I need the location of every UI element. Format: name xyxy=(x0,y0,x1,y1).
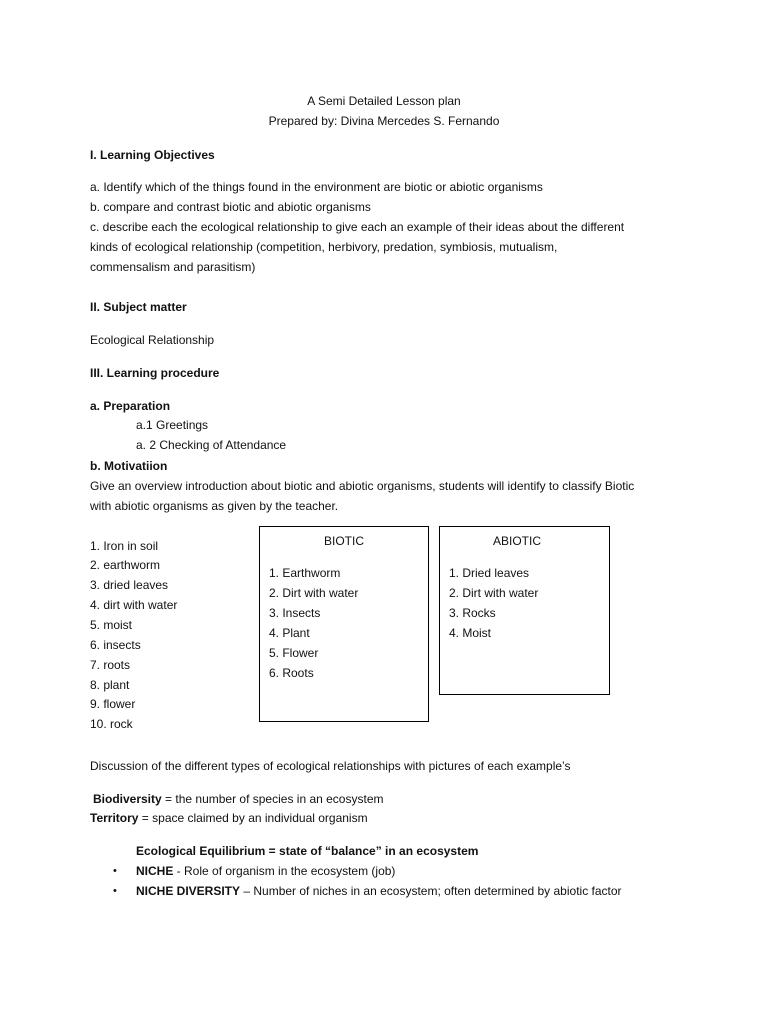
niche-diversity-definition xyxy=(136,883,622,899)
motivation-heading: b. Motivatiion xyxy=(90,459,168,473)
list-item: 10. rock xyxy=(90,717,133,731)
objective-c-line1: c. describe each the ecological relationship to give each an example of their ideas about the different xyxy=(90,220,625,234)
preparation-heading: a. Preparation xyxy=(90,399,171,413)
list-item: 2. earthworm xyxy=(90,558,161,572)
motivation-text-line1: Give an overview introduction about biotic and abiotic organisms, students will identify to classify Biotic xyxy=(90,479,635,493)
biotic-item: 6. Roots xyxy=(269,666,314,680)
ecological-equilibrium: Ecological Equilibrium = state of “balance” in an ecosystem xyxy=(136,844,479,858)
territory-definition xyxy=(90,810,368,826)
discussion-text: Discussion of the different types of ecological relationships with pictures of each example’s xyxy=(90,759,571,773)
niche-diversity-term: NICHE DIVERSITY xyxy=(136,884,241,898)
biodiversity-definition xyxy=(93,791,384,807)
biotic-item: 2. Dirt with water xyxy=(269,586,359,600)
biodiversity-def: = the number of species in an ecosystem xyxy=(161,792,384,806)
objective-c-line2: kinds of ecological relationship (competition, herbivory, predation, symbiosis, mutualism, xyxy=(90,240,558,254)
list-item: 1. Iron in soil xyxy=(90,539,159,553)
biotic-item: 4. Plant xyxy=(269,626,310,640)
biodiversity-term: Biodiversity xyxy=(93,792,162,806)
niche-def: - Role of organism in the ecosystem (job) xyxy=(173,864,396,878)
list-item: 8. plant xyxy=(90,678,130,692)
preparation-item-attendance: a. 2 Checking of Attendance xyxy=(136,438,287,452)
niche-diversity-def: – Number of niches in an ecosystem; often determined by abiotic factor xyxy=(240,884,622,898)
niche-definition xyxy=(136,863,395,879)
abiotic-box-title: ABIOTIC xyxy=(492,534,541,548)
biotic-item: 1. Earthworm xyxy=(269,566,341,580)
procedure-heading: III. Learning procedure xyxy=(90,366,220,380)
abiotic-item: 3. Rocks xyxy=(449,606,496,620)
biotic-item: 5. Flower xyxy=(269,646,319,660)
list-item: 5. moist xyxy=(90,618,133,632)
motivation-text-line2: with abiotic organisms as given by the teacher. xyxy=(90,499,339,513)
objective-b: b. compare and contrast biotic and abiotic organisms xyxy=(90,200,371,214)
biotic-box xyxy=(259,526,429,722)
list-item: 4. dirt with water xyxy=(90,598,178,612)
objective-c-line3: commensalism and parasitism) xyxy=(90,260,256,274)
list-item: 7. roots xyxy=(90,658,131,672)
prepared-by: Prepared by: Divina Mercedes S. Fernando xyxy=(268,114,500,128)
niche-term: NICHE xyxy=(136,864,174,878)
biotic-item: 3. Insects xyxy=(269,606,321,620)
document-title: A Semi Detailed Lesson plan xyxy=(307,94,461,108)
territory-def: = space claimed by an individual organism xyxy=(138,811,368,825)
list-item: 6. insects xyxy=(90,638,141,652)
preparation-item-greetings: a.1 Greetings xyxy=(136,418,209,432)
abiotic-item: 1. Dried leaves xyxy=(449,566,530,580)
objectives-heading: I. Learning Objectives xyxy=(90,148,215,162)
abiotic-box xyxy=(439,526,610,695)
list-item: 9. flower xyxy=(90,697,136,711)
bullet-icon: • xyxy=(113,865,117,877)
bullet-icon: • xyxy=(113,885,117,897)
territory-term: Territory xyxy=(90,811,139,825)
abiotic-item: 4. Moist xyxy=(449,626,492,640)
abiotic-item: 2. Dirt with water xyxy=(449,586,539,600)
subject-matter-content: Ecological Relationship xyxy=(90,333,215,347)
biotic-box-title: BIOTIC xyxy=(323,534,364,548)
list-item: 3. dried leaves xyxy=(90,578,169,592)
subject-matter-heading: II. Subject matter xyxy=(90,300,187,314)
objective-a: a. Identify which of the things found in the environment are biotic or abiotic organisms xyxy=(90,180,543,194)
